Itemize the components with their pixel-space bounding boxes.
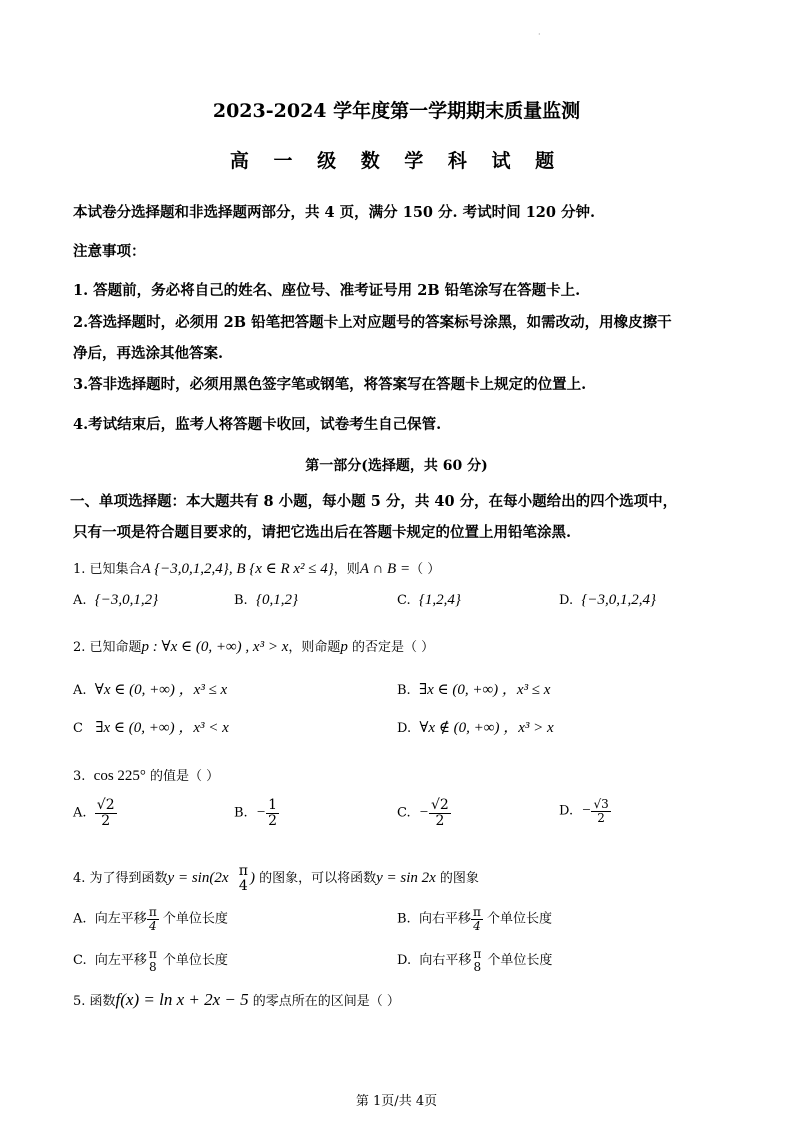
q2-proposition: p : ∀x ∈ (0, +∞) , x³ > x bbox=[141, 639, 289, 655]
q2-option-d: D. ∀x ∉ (0, +∞) ，x³ > x bbox=[397, 720, 554, 736]
notice-item-4: 4.考试结束后，监考人将答题卡收回，试卷考生自己保管. bbox=[73, 416, 442, 433]
exam-subtitle: 高 一 级 数 学 科 试 题 bbox=[229, 150, 564, 172]
q1-option-b: B. {0,1,2} bbox=[234, 592, 298, 608]
question-3: 3. cos 225° 的值是（ ） bbox=[73, 768, 220, 784]
corner-mark: · bbox=[538, 30, 541, 39]
question-2: 2. 已知命题p : ∀x ∈ (0, +∞) , x³ > x，则命题p 的否定是（ ） bbox=[73, 639, 435, 655]
q4-option-b: B. 向右平移 $\frac{\pi}{4}$ 个单位长度 bbox=[397, 905, 552, 933]
notice-item-2b: 净后，再选涂其他答案. bbox=[73, 345, 224, 362]
q1-set-a: A {−3,0,1,2,4} bbox=[141, 561, 229, 577]
q3-option-b: B. − $\frac{1}{2}$ bbox=[234, 797, 277, 829]
question-4: 4. 为了得到函数y = sin(2x π 4 ) 的图象，可以将函数y = sin 2x 的图象 bbox=[73, 863, 479, 894]
q5-function: f(x) = ln x + 2x − 5 bbox=[115, 990, 249, 1009]
q1-expr: A ∩ B = bbox=[359, 561, 411, 577]
q3-option-c: C. − $\frac{√2}{2}$ bbox=[397, 797, 449, 829]
q2-option-c: C ∃x ∈ (0, +∞) ，x³ < x bbox=[73, 720, 229, 736]
q3-option-d: D. − $\frac{√3}{2}$ bbox=[559, 797, 609, 825]
page-footer: 第 1页/共 4页 bbox=[355, 1094, 438, 1109]
question-1 bbox=[73, 558, 440, 578]
exam-title: 2023-2024 学年度第一学期期末质量监测 bbox=[212, 100, 581, 122]
section-title: 第一部分(选择题，共 60 分) bbox=[305, 458, 488, 474]
q2-option-a: A. ∀x ∈ (0, +∞) ，x³ ≤ x bbox=[73, 682, 228, 698]
notice-item-1: 1. 答题前，务必将自己的姓名、座位号、准考证号用 2B 铅笔涂写在答题卡上. bbox=[73, 282, 581, 299]
q3-expr: cos 225° bbox=[93, 768, 146, 784]
q4-option-a: A. 向左平移 $\frac{\pi}{4}$ 个单位长度 bbox=[73, 905, 228, 933]
notice-item-3: 3.答非选择题时，必须用黑色签字笔或钢笔，将答案写在答题卡上规定的位置上. bbox=[73, 376, 587, 393]
q4-option-d: D. 向右平移 π 8 个单位长度 bbox=[397, 947, 553, 974]
notice-item-2a: 2.答选择题时，必须用 2B 铅笔把答题卡上对应题号的答案标号涂黑，如需改动，用橡皮擦干 bbox=[73, 314, 672, 331]
q1-set-b: , B {x ∈ R x² ≤ 4} bbox=[228, 561, 334, 577]
q1-option-c: C. {1,2,4} bbox=[397, 592, 461, 608]
q1-option-a: A. {−3,0,1,2} bbox=[73, 592, 159, 608]
q1-stem-a: 1. 已知集合 bbox=[73, 562, 142, 577]
q1-option-d: D. {−3,0,1,2,4} bbox=[559, 592, 656, 608]
q1-stem-b: ，则 bbox=[333, 562, 360, 577]
section-instruction-a: 一、单项选择题：本大题共有 8 小题，每小题 5 分，共 40 分，在每小题给出的四个选项中， bbox=[70, 493, 678, 510]
q2-option-b: B. ∃x ∈ (0, +∞) ，x³ ≤ x bbox=[397, 682, 551, 698]
notice-title: 注意事项： bbox=[73, 243, 146, 260]
q1-paren: （ ） bbox=[410, 562, 441, 577]
q3-option-a: A. $\frac{√2}{2}$ bbox=[73, 797, 115, 829]
section-instruction-b: 只有一项是符合题目要求的，请把它选出后在答题卡规定的位置上用铅笔涂黑. bbox=[73, 524, 572, 541]
question-5: 5. 函数f(x) = ln x + 2x − 5 的零点所在的区间是（ ） bbox=[73, 990, 400, 1009]
intro-line: 本试卷分选择题和非选择题两部分，共 4 页，满分 150 分. 考试时间 120 分钟. bbox=[73, 204, 596, 221]
q4-option-c: C. 向左平移 π 8 个单位长度 bbox=[73, 947, 228, 974]
